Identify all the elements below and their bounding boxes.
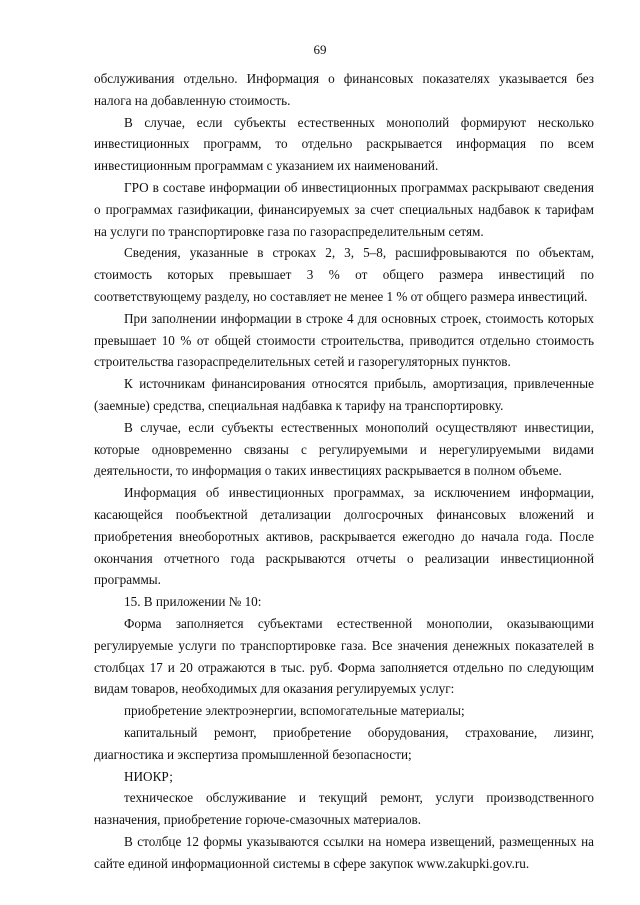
section-heading: 15. В приложении № 10:: [124, 594, 262, 610]
list-item: приобретение электроэнергии, вспомогательные материалы;: [124, 703, 465, 719]
document-body: [94, 68, 594, 874]
list-item: капитальный ремонт, приобретение оборудования, страхование, лизинг, диагностика и экспертиза промышленной безопасности;: [94, 724, 594, 762]
paragraph: обслуживания отдельно. Информация о финансовых показателях указывается без налога на добавленную стоимость.: [94, 71, 594, 108]
paragraph: Форма заполняется субъектами естественной монополии, оказывающими регулируемые услуги по транспортировке газа. Все значения денежных показателей в столбцах 17 и 20 отражаются в тыс. руб. Форма заполняется отдельно по следующим видам товаров, необходимых для оказания регулируемых услуг:: [94, 615, 594, 697]
list-item: техническое обслуживание и текущий ремонт, услуги производственного назначения, приобретение горюче-смазочных материалов.: [94, 790, 594, 828]
paragraph: Информация об инвестиционных программах, за исключением информации, касающейся пообъектной детализации долгосрочных финансовых вложений и приобретения внеоборотных активов, раскрывается ежегодно до начала года. После окончания отчетного года раскрываются отчеты о реализации инвестиционной программы.: [94, 485, 594, 588]
paragraph: ГРО в составе информации об инвестиционных программах раскрывают сведения о программах газификации, финансируемых за счет специальных надбавок к тарифам на услуги по транспортировке газа по газораспределительным сетям.: [94, 179, 594, 239]
paragraph: Сведения, указанные в строках 2, 3, 5–8, расшифровываются по объектам, стоимость которых превышает 3 % от общего размера инвестиций по соответствующему разделу, но составляет не менее 1 % от общего размера инвестиций.: [94, 245, 594, 304]
page-number: 69: [313, 42, 327, 57]
list-item: НИОКР;: [124, 768, 173, 784]
paragraph: В случае, если субъекты естественных монополий формируют несколько инвестиционных программ, то отдельно раскрывается информация по всем инвестиционным программам с указанием их наименований.: [94, 114, 594, 174]
paragraph: К источникам финансирования относятся прибыль, амортизация, привлеченные (заемные) средства, специальная надбавка к тарифу на транспортировку.: [94, 376, 594, 413]
paragraph: При заполнении информации в строке 4 для основных строек, стоимость которых превышает 10 % от общей стоимости строительства, приводится отдельно стоимость строительства газораспределительных сетей и газорегуляторных пунктов.: [94, 310, 594, 370]
paragraph: В столбце 12 формы указываются ссылки на номера извещений, размещенных на сайте единой информационной системы в сфере закупок www.zakupki.gov.ru.: [94, 833, 594, 871]
paragraph: В случае, если субъекты естественных монополий осуществляют инвестиции, которые одновременно связаны с регулируемыми и нерегулируемыми видами деятельности, то информация о таких инвестициях раскрывается в полном объеме.: [94, 419, 594, 479]
